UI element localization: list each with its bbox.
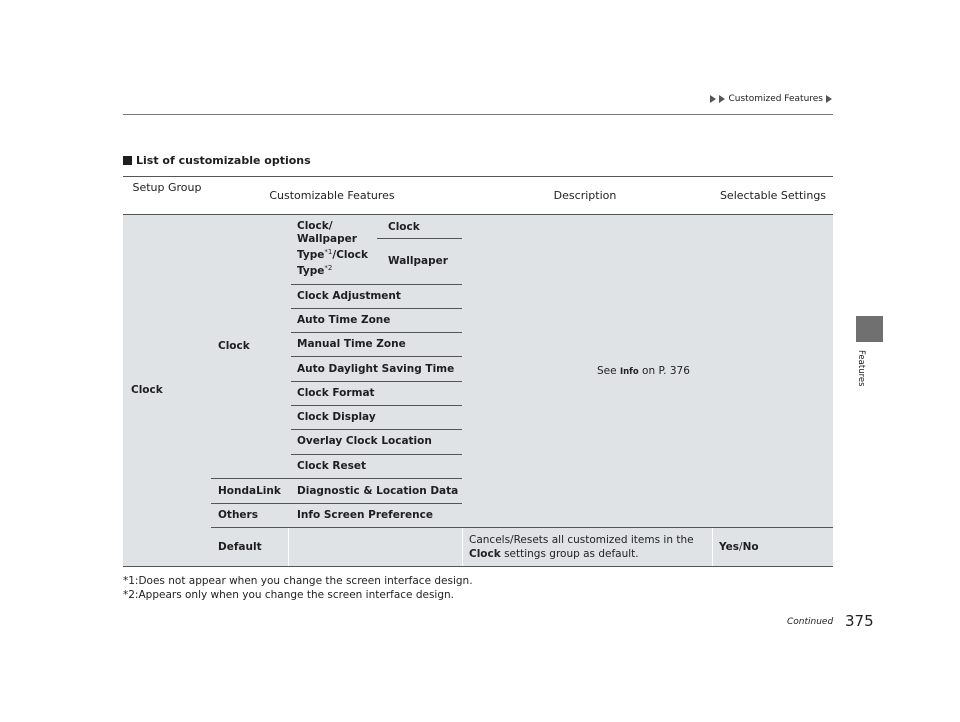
header-description: Description	[553, 189, 617, 202]
table-bottom-rule	[123, 566, 833, 567]
feature-clock-format: Clock Format	[297, 387, 375, 399]
row-separator	[211, 527, 833, 528]
side-label: Features	[856, 349, 866, 387]
option-clock: Clock	[388, 221, 420, 233]
row-separator	[291, 381, 462, 382]
feature-clock-adjustment: Clock Adjustment	[297, 290, 401, 302]
header-customizable-features: Customizable Features	[269, 189, 395, 202]
see-reference: See Info on P. 376	[597, 365, 690, 377]
page-number: 375	[845, 612, 874, 630]
arrow-icon	[719, 95, 725, 103]
feature-overlay-clock-location: Overlay Clock Location	[297, 435, 432, 447]
clock-wallpaper-type: Clock/ Wallpaper Type$^{*1}$/Clock Type$^{*2}$	[297, 220, 368, 277]
row-separator	[291, 429, 462, 430]
header-rule	[123, 114, 833, 115]
cell-divider	[712, 528, 713, 566]
feature-diagnostic-location-data: Diagnostic & Location Data	[297, 485, 459, 497]
feature-auto-daylight-saving-time: Auto Daylight Saving Time	[297, 363, 455, 375]
info-button-icon: Info	[619, 367, 639, 377]
row-separator	[291, 308, 462, 309]
row-separator	[291, 454, 462, 455]
footnote-2: *2:Appears only when you change the screen interface design.	[123, 589, 455, 601]
row-separator	[377, 238, 462, 239]
section-title-text: List of customizable options	[136, 154, 311, 167]
header-setup-group: Setup Group	[132, 181, 202, 194]
feature-auto-time-zone: Auto Time Zone	[297, 314, 391, 326]
default-settings: Yes/No	[719, 541, 759, 553]
row-separator	[291, 405, 462, 406]
group-clock: Clock	[131, 384, 163, 396]
feature-clock-display: Clock Display	[297, 411, 376, 423]
subgroup-clock: Clock	[218, 340, 250, 352]
default-label: Default	[218, 541, 262, 553]
section-title	[123, 154, 311, 167]
row-separator	[291, 284, 462, 285]
row-separator	[211, 503, 462, 504]
arrow-icon	[826, 95, 832, 103]
feature-clock-reset: Clock Reset	[297, 460, 366, 472]
cell-divider	[462, 528, 463, 566]
cell-divider	[288, 528, 289, 566]
row-separator	[291, 356, 462, 357]
breadcrumb-label[interactable]: Customized Features	[728, 94, 823, 104]
feature-info-screen-preference: Info Screen Preference	[297, 509, 433, 521]
footnote-1: *1:Does not appear when you change the screen interface design.	[123, 575, 473, 587]
feature-manual-time-zone: Manual Time Zone	[297, 338, 406, 350]
arrow-icon	[710, 95, 716, 103]
subgroup-others: Others	[218, 509, 258, 521]
row-separator	[211, 478, 462, 479]
header-selectable-settings: Selectable Settings	[719, 189, 827, 202]
table-top-rule	[123, 176, 833, 177]
square-bullet-icon	[123, 156, 132, 165]
row-separator	[291, 332, 462, 333]
subgroup-hondalink: HondaLink	[218, 485, 281, 497]
continued-label: Continued	[787, 617, 834, 627]
breadcrumb	[710, 94, 832, 104]
default-description: Cancels/Resets all customized items in the Clock settings group as default.	[469, 534, 694, 560]
option-wallpaper: Wallpaper	[388, 255, 448, 267]
